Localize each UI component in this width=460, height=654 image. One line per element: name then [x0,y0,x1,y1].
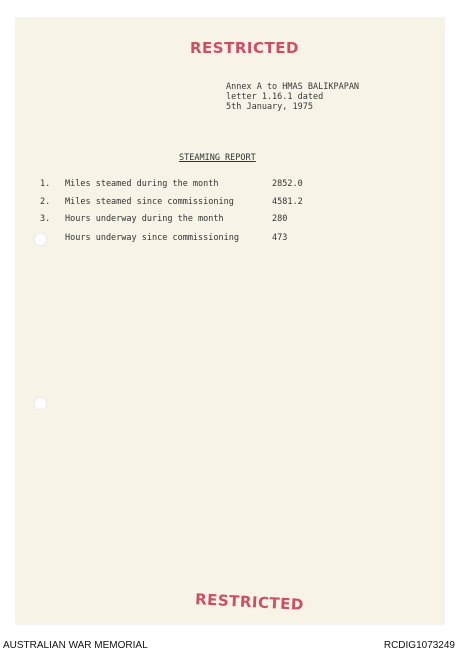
row-number: 3. [40,214,51,224]
punch-hole [34,233,47,246]
annex-line-3: 5th January, 1975 [226,102,313,112]
row-label: Hours underway since commissioning [65,233,239,243]
row-number: 2. [40,197,51,207]
restricted-stamp-top: RESTRICTED [190,39,299,57]
footer-record-id: RCDIG1073249 [383,640,455,651]
row-value: 280 [272,214,288,224]
annex-line-2: letter 1.16.1 dated [226,92,324,102]
row-label: Miles steamed since commissioning [65,197,234,207]
row-value: 2852.0 [272,179,303,189]
row-label: Hours underway during the month [65,214,224,224]
punch-hole [34,397,47,410]
row-value: 4581.2 [272,197,303,207]
row-number: 1. [40,179,51,189]
report-title: STEAMING REPORT [179,153,256,163]
annex-reference [226,82,359,112]
restricted-stamp-bottom: RESTRICTED [194,590,305,614]
row-value: 473 [272,233,288,243]
row-label: Miles steamed during the month [65,179,219,189]
annex-line-1: Annex A to HMAS BALIKPAPAN [226,82,360,92]
footer-institution: AUSTRALIAN WAR MEMORIAL [3,640,148,651]
